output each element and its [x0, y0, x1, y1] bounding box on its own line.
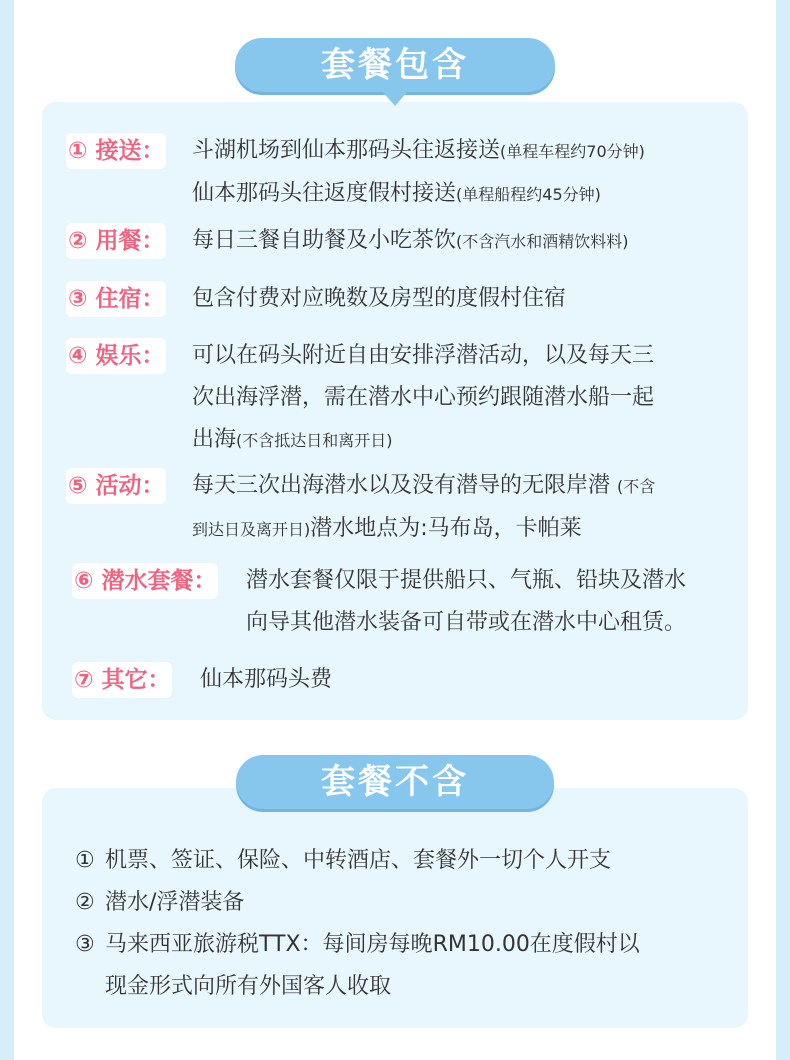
- excluded-list: [75, 840, 715, 1008]
- label-dive-package: ⑥ 潜水套餐：: [72, 563, 218, 599]
- excluded-item: ① 机票、签证、保险、中转酒店、套餐外一切个人开支: [75, 848, 612, 873]
- label-entertainment: ④ 娱乐：: [66, 338, 166, 374]
- label-transfer: ① 接送：: [66, 133, 166, 169]
- desc-transfer: 斗湖机场到仙本那码头往返接送(单程车程约70分钟) 仙本那码头往返度假村接送(单程船程约45分钟): [192, 138, 645, 206]
- desc-lodging: 包含付费对应晚数及房型的度假村住宿: [192, 286, 567, 311]
- desc-other: 仙本那码头费: [200, 667, 333, 692]
- left-edge-decoration: [0, 0, 14, 1060]
- excluded-item: ③ 马来西亚旅游税TTX：每间房每晚RM10.00在度假村以 现金形式向所有外国客人收取: [75, 932, 640, 999]
- included-title: 套餐包含: [235, 38, 555, 92]
- excluded-title: 套餐不含: [236, 755, 554, 809]
- label-other: ⑦ 其它：: [72, 662, 172, 698]
- label-activities: ⑤ 活动：: [66, 468, 166, 504]
- title-pointer: [381, 90, 409, 106]
- desc-activities: 每天三次出海潜水以及没有潜导的无限岸潜 (不含 到达日及离开日)潜水地点为:马布岛，卡帕莱: [192, 473, 656, 541]
- label-lodging: ③ 住宿：: [66, 281, 166, 317]
- excluded-item: ② 潜水/浮潜装备: [75, 890, 245, 915]
- desc-dive-package: 潜水套餐仅限于提供船只、气瓶、铅块及潜水 向导其他潜水装备可自带或在潜水中心租赁。: [246, 568, 687, 635]
- desc-entertainment: 可以在码头附近自由安排浮潜活动，以及每天三 次出海浮潜，需在潜水中心预约跟随潜水船一起 出海(不含抵达日和离开日): [192, 343, 655, 452]
- label-meals: ② 用餐：: [66, 223, 166, 259]
- desc-meals: 每日三餐自助餐及小吃茶饮(不含汽水和酒精饮料料): [192, 228, 629, 253]
- right-edge-decoration: [776, 0, 790, 1060]
